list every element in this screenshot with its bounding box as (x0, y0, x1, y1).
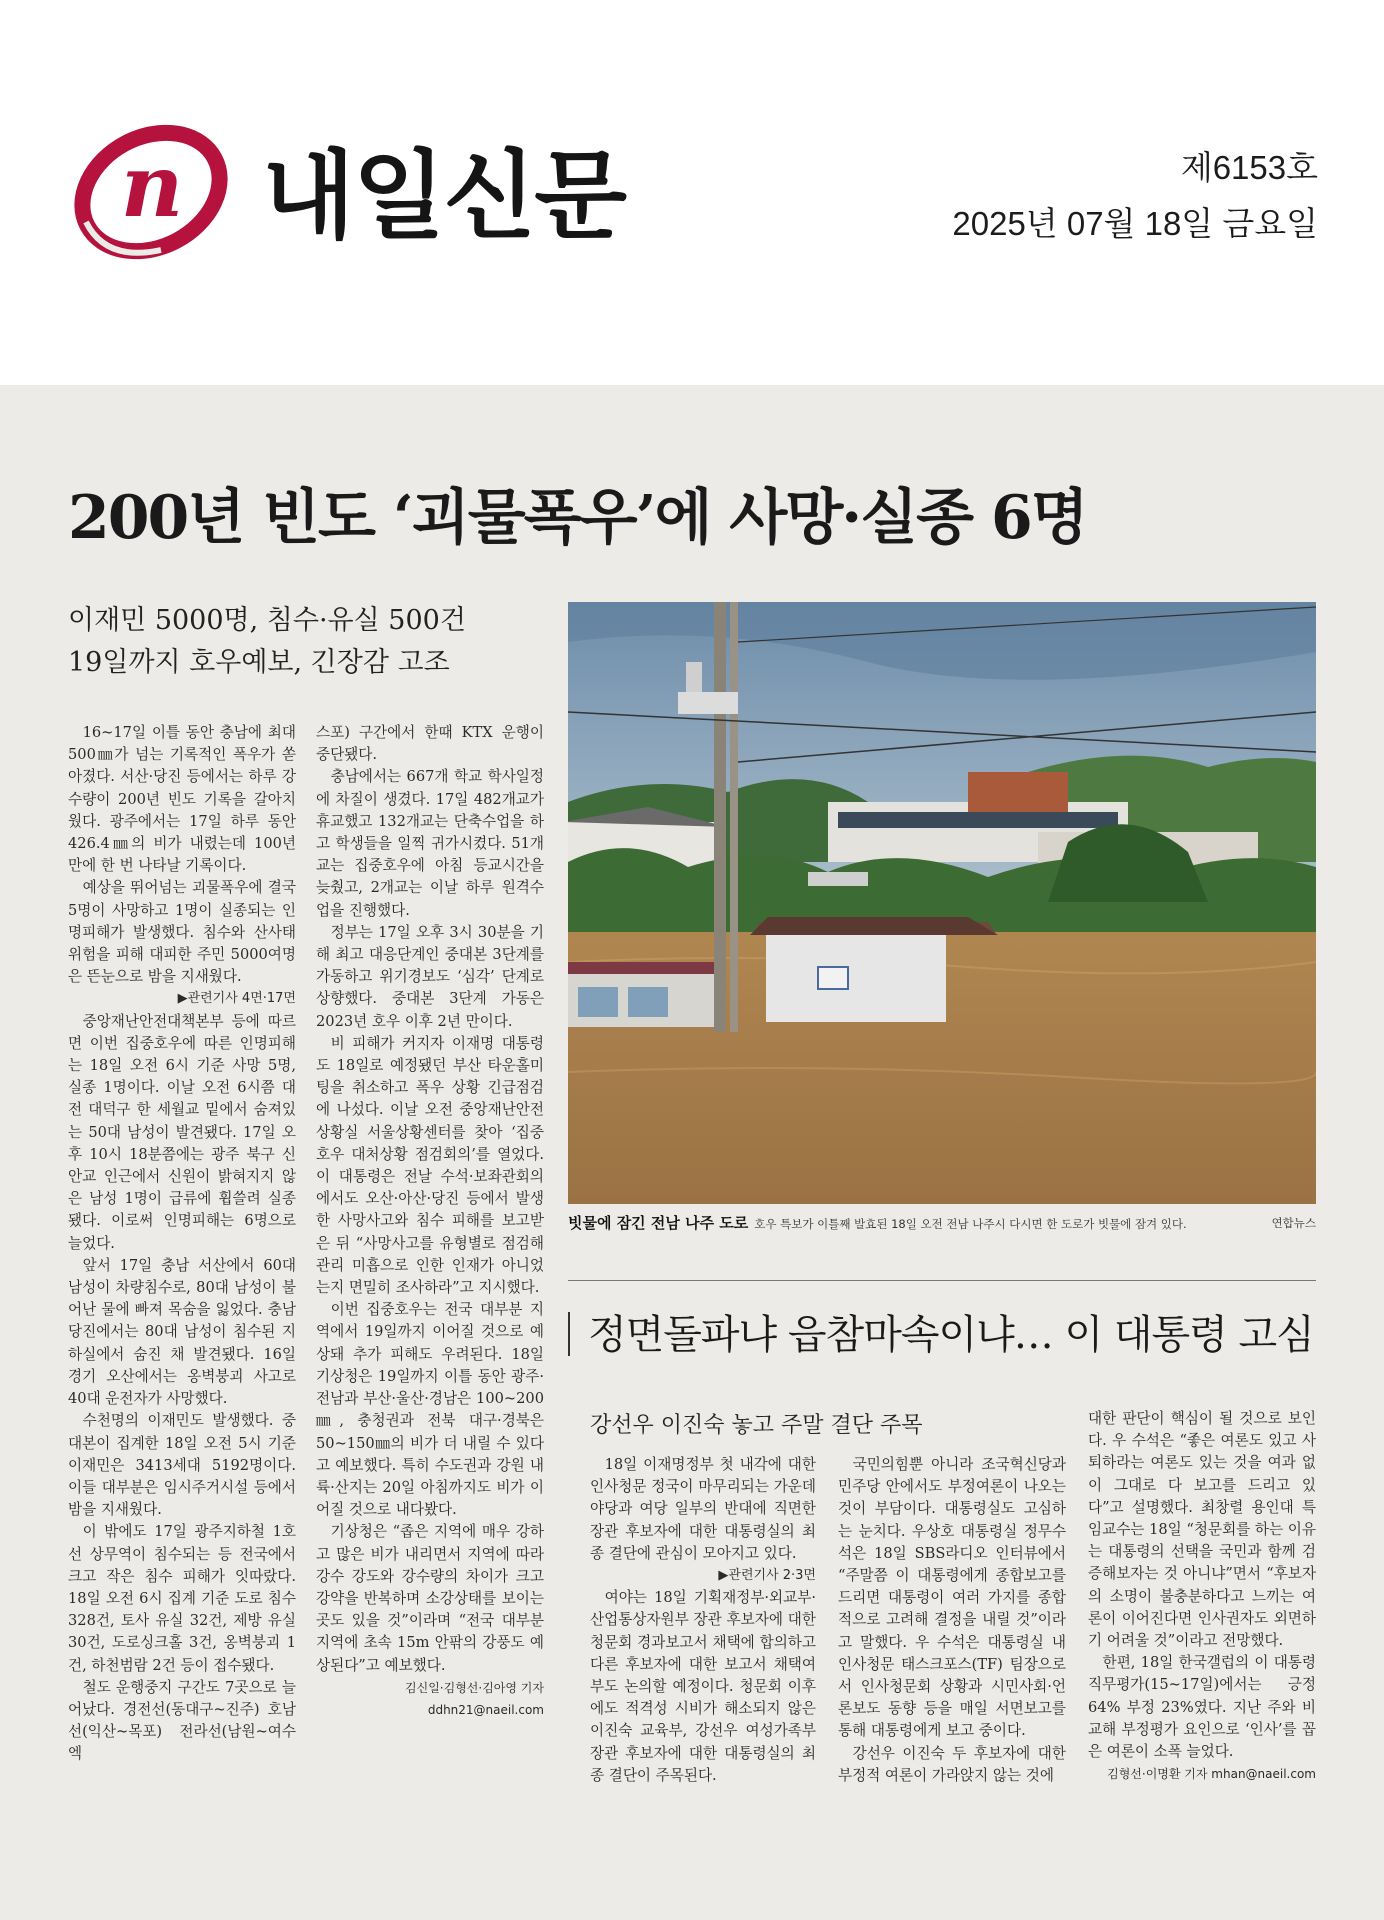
related-article-ref: ▶관련기사 2·3면 (718, 1568, 816, 1584)
paragraph: 철도 운행중지 구간도 7곳으로 늘어났다. 경전선(동대구~진주) 호남선(익산~목포) 전라선(남원~여수엑 (68, 1678, 296, 1763)
photo-credit: 연합뉴스 (1271, 1216, 1316, 1230)
headline-bar (568, 1312, 570, 1356)
paragraph: 정부는 17일 오후 3시 30분을 기해 최고 대응단계인 중대본 3단계를 가동하고 위기경보도 ‘심각’ 단계로 상향했다. 중대본 3단계 가동은 2023년 호우 이후 2년 만이다. (316, 923, 544, 1030)
second-article-column-2 (838, 1454, 1066, 1787)
flood-photo (568, 602, 1316, 1204)
main-subheadline (68, 600, 548, 684)
second-headline: 정면돌파냐 읍참마속이냐… 이 대통령 고심 (588, 1312, 1314, 1358)
paragraph: 중앙재난안전대책본부 등에 따르면 이번 집중호우에 따른 인명피해는 18일 오전 6시 기준 사망 5명, 실종 1명이다. 이날 오전 6시쯤 대전 대덕구 한 세월교 밑에서 숨져있는 50대 남성이 발견됐다. 17일 오후 10시 18분쯤에는 광주 북구 신안교 인근에서 신원이 밝혀지지 않은 남성 1명이 급류에 휩쓸려 실종됐다. 이로써 인명피해는 6명으로 늘었다. (68, 1012, 296, 1252)
main-article-column-2 (316, 722, 544, 1721)
issue-info (952, 140, 1318, 252)
caption-title: 빗물에 잠긴 전남 나주 도로 (568, 1214, 749, 1232)
paragraph: 기상청은 “좁은 지역에 매우 강하고 많은 비가 내리면서 지역에 따라 강수 강도와 강수량의 차이가 크고 강약을 반복하며 소강상태를 보이는 곳도 있을 것”이라며 “전국 대부분 지역에 초속 15m 안팎의 강풍도 예상된다”고 예보했다. (316, 1523, 544, 1674)
second-article-column-1 (590, 1454, 816, 1787)
paragraph: 앞서 17일 충남 서산에서 60대 남성이 차량침수로, 80대 남성이 불어난 물에 빠져 목숨을 잃었다. 충남 당진에서는 80대 남성이 침수된 지하실에서 숨진 채 발견됐다. 16일 경기 오산에서는 옹벽붕괴 사고로 40대 운전자가 사망했다. (68, 1256, 296, 1408)
paragraph: 18일 이재명정부 첫 내각에 대한 인사청문 정국이 마무리되는 가운데 야당과 여당 일부의 반대에 직면한 장관 후보자에 대한 대통령실의 최종 결단에 관심이 모아지고 있다. (590, 1456, 816, 1562)
photo-caption (568, 1212, 1316, 1236)
paragraph: 16~17일 이틀 동안 충남에 최대 500㎜가 넘는 기록적인 폭우가 쏟아졌다. 서산·당진 등에서는 하루 강수량이 200년 빈도 기록을 갈아치웠다. 광주에서는 17일 하루 동안 426.4㎜의 비가 내렸는데 100년 만에 한 번 나타날 기록이다. (68, 724, 296, 875)
paragraph: 이번 집중호우는 전국 대부분 지역에서 19일까지 이어질 것으로 예상돼 추가 피해도 우려된다. 18일 기상청은 19일까지 이틀 동안 광주·전남과 부산·울산·경남은 100~200㎜, 충청권과 전북 대구·경북은 50~150㎜의 비가 더 내릴 수 있다고 예보했다. 특히 수도권과 강원 내륙·산지는 20일 아침까지도 비가 이어질 것으로 내다봤다. (316, 1301, 544, 1519)
newspaper-title: 내일신문 (262, 140, 625, 252)
second-article-column-3 (1088, 1408, 1316, 1785)
paragraph: 예상을 뛰어넘는 괴물폭우에 결국 5명이 사망하고 1명이 실종되는 인명피해가 발생했다. 침수와 산사태 위험을 피해 대피한 주민 5000여명은 뜬눈으로 밤을 지새웠다. (68, 879, 296, 986)
reporter-byline: 김신일·김형선·김아영 기자 (405, 1680, 544, 1695)
paragraph: 비 피해가 커지자 이재명 대통령도 18일로 예정됐던 부산 타운홀미팅을 취소하고 폭우 상황 긴급점검에 나섰다. 이날 오전 중앙재난안전상황실 서울상황센터를 찾아 ‘집중호우 대처상황 점검회의’를 열었다. 이 대통령은 전날 수석·보좌관회의에서도 오산·아산·당진 등에서 발생한 사망사고와 침수 피해를 보고받은 뒤 “사망사고를 유형별로 점검해 관리 미흡으로 인한 인재가 아니었는지 면밀히 조사하라”고 지시했다. (316, 1034, 544, 1297)
logo-letter: n (120, 136, 184, 237)
reporter-byline: 김형선·이명환 기자 mhan@naeil.com (1107, 1767, 1316, 1782)
section-divider (568, 1280, 1316, 1281)
paragraph: 충남에서는 667개 학교 학사일정에 차질이 생겼다. 17일 482개교가 휴교했고 132개교는 단축수업을 하고 학생들을 일찍 귀가시켰다. 51개교는 집중호우에 아침 등교시간을 늦췄고, 2개교는 이날 하루 원격수업을 진행했다. (316, 768, 544, 919)
main-article-column-1 (68, 722, 296, 1766)
subhead-line-1: 이재민 5000명, 침수·유실 500건 (68, 605, 466, 636)
paragraph: 대한 판단이 핵심이 될 것으로 보인다. 우 수석은 “좋은 여론도 있고 사퇴하라는 여론도 있는 것을 여과 없이 그대로 다 보고를 드리고 있다”고 설명했다. 최창렬 용인대 특임교수는 18일 “청문회를 하는 이유는 대통령의 선택을 국민과 함께 검증해보자는 것 아니냐”면서 “후보자의 소명이 불충분하다고 느끼는 여론이 이어진다면 인사권자도 외면하기 어려울 것”이라고 전망했다. (1088, 1410, 1316, 1650)
naeil-logo (66, 112, 236, 272)
paragraph: 이 밖에도 17일 광주지하철 1호선 상무역이 침수되는 등 전국에서 크고 작은 침수 피해가 잇따랐다. 18일 오전 6시 집계 기준 도로 침수 328건, 토사 유실 32건, 제방 유실 30건, 도로싱크홀 3건, 옹벽붕괴 1건, 하천범람 2건 등이 접수됐다. (68, 1523, 296, 1674)
issue-number: 제6153호 (1180, 149, 1318, 186)
reporter-email: ddhn21@naeil.com (427, 1702, 544, 1717)
caption-body: 호우 특보가 이틀째 발효된 18일 오전 전남 나주시 다시면 한 도로가 빗물에 잠겨 있다. (754, 1217, 1187, 1231)
paragraph: 여야는 18일 기획재정부·외교부·산업통상자원부 장관 후보자에 대한 청문회 경과보고서 채택에 합의하고 다른 후보자에 대한 보고서 채택여부도 논의할 예정이다. 청문회 이후에도 적격성 시비가 해소되지 않은 이진숙 교육부, 강선우 여성가족부 장관 후보자에 대한 대통령실의 최종 결단이 주목된다. (590, 1589, 816, 1784)
paragraph: 스포) 구간에서 한때 KTX 운행이 중단됐다. (316, 724, 544, 764)
paragraph: 국민의힘뿐 아니라 조국혁신당과 민주당 안에서도 부정여론이 나오는 것이 부담이다. 대통령실도 고심하는 눈치다. 우상호 대통령실 정무수석은 18일 SBS라디오 인터뷰에서 “주말쯤 이 대통령에게 종합보고를 드리면 대통령이 여러 가지를 종합적으로 고려해 결정을 내릴 것”이라고 말했다. 우 수석은 대통령실 내 인사청문 태스크포스(TF) 팀장으로서 인사청문회 상황과 시민사회·언론보도 동향 등을 매일 서면보고를 통해 대통령에게 보고 중이다. (838, 1456, 1066, 1740)
related-article-ref: ▶관련기사 4면·17면 (177, 991, 296, 1007)
paragraph: 강선우 이진숙 두 후보자에 대한 부정적 여론이 가라앉지 않는 것에 (838, 1744, 1066, 1784)
paragraph: 수천명의 이재민도 발생했다. 중대본이 집계한 18일 오전 5시 기준 이재민은 3413세대 5192명이다. 이들 대부분은 임시주거시설 등에서 밤을 지새웠다. (68, 1412, 296, 1519)
masthead (0, 0, 1384, 385)
paragraph: 한편, 18일 한국갤럽의 이 대통령 직무평가(15~17일)에서는 긍정 64% 부정 23%였다. 지난 주와 비교해 부정평가 요인으로 ‘인사’를 꼽은 여론이 소폭 늘었다. (1088, 1654, 1316, 1761)
main-headline: 200년 빈도 ‘괴물폭우’에 사망·실종 6명 (68, 483, 1087, 553)
issue-date: 2025년 07월 18일 금요일 (952, 205, 1318, 242)
subhead-line-2: 19일까지 호우예보, 긴장감 고조 (68, 647, 450, 678)
second-subheadline: 강선우 이진숙 놓고 주말 결단 주목 (590, 1413, 923, 1438)
